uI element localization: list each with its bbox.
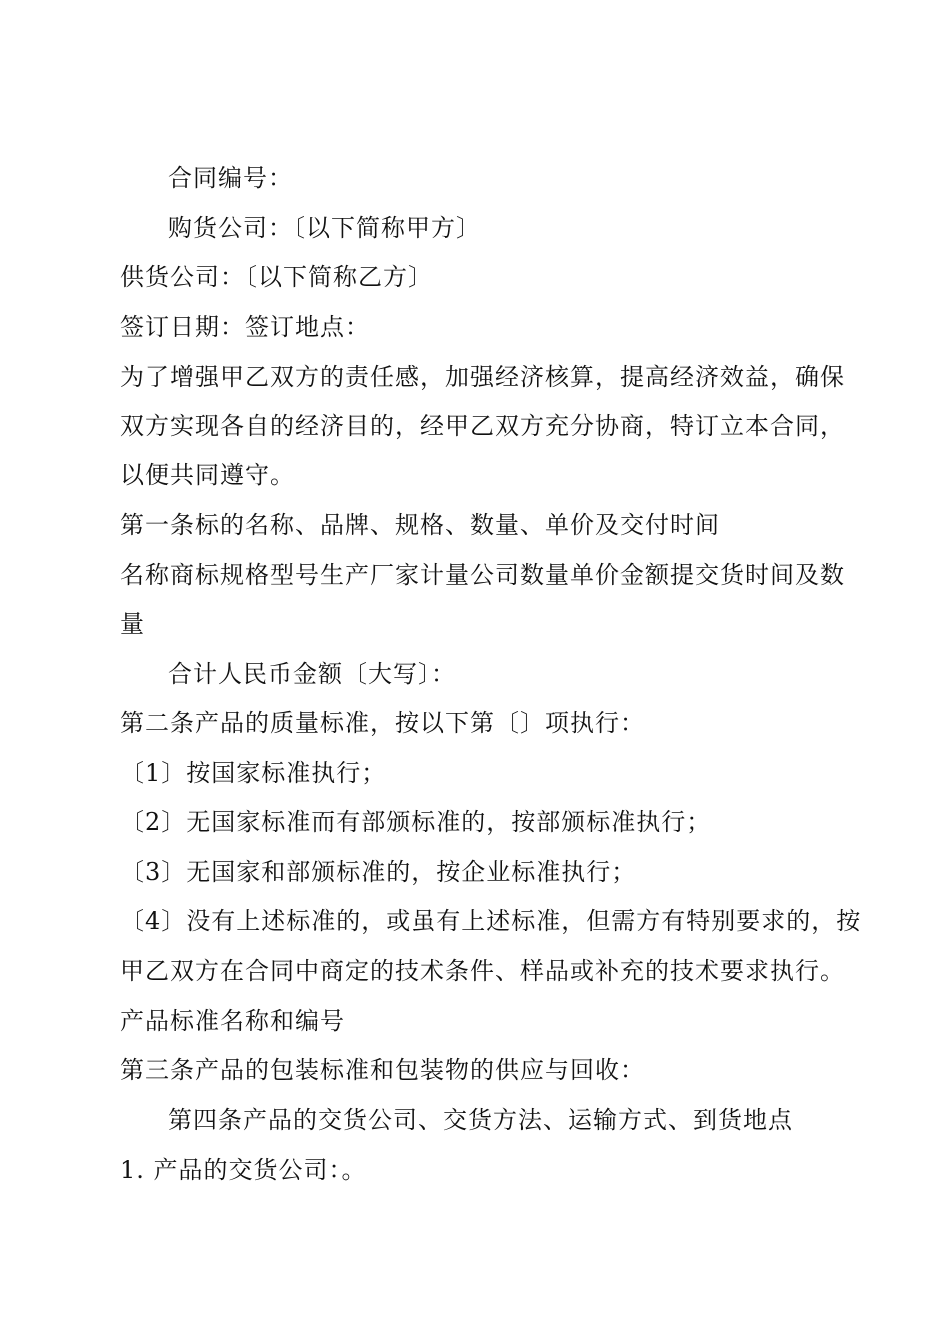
article-3-heading: 第三条产品的包装标准和包装物的供应与回收： xyxy=(120,1056,645,1084)
sign-date-line: 签订日期：签订地点： xyxy=(120,313,370,341)
article-1-columns-line-2: 量 xyxy=(120,610,145,638)
total-amount-line: 合计人民币金额〔大写〕： xyxy=(168,660,456,688)
article-2-heading: 第二条产品的质量标准，按以下第〔〕项执行： xyxy=(120,709,645,737)
purpose-paragraph-line-2: 双方实现各自的经济目的，经甲乙双方充分协商，特订立本合同， xyxy=(120,412,845,440)
buyer-line: 购货公司：〔以下简称甲方〕 xyxy=(168,214,481,242)
article-1-heading: 第一条标的名称、品牌、规格、数量、单价及交付时间 xyxy=(120,511,720,539)
contract-number-line: 合同编号： xyxy=(168,164,293,192)
quality-item-1: 〔1〕按国家标准执行； xyxy=(120,759,387,787)
quality-item-4-line-1: 〔4〕没有上述标准的，或虽有上述标准，但需方有特别要求的，按 xyxy=(120,907,862,935)
supplier-line: 供货公司：〔以下简称乙方〕 xyxy=(120,263,433,291)
quality-item-3: 〔3〕无国家和部颁标准的，按企业标准执行； xyxy=(120,858,637,886)
quality-item-2: 〔2〕无国家标准而有部颁标准的，按部颁标准执行； xyxy=(120,808,712,836)
quality-item-4-line-2: 甲乙双方在合同中商定的技术条件、样品或补充的技术要求执行。 xyxy=(120,957,845,985)
purpose-paragraph-line-1: 为了增强甲乙双方的责任感，加强经济核算，提高经济效益，确保 xyxy=(120,363,845,391)
article-4-heading: 第四条产品的交货公司、交货方法、运输方式、到货地点 xyxy=(168,1106,793,1134)
article-1-columns-line-1: 名称商标规格型号生产厂家计量公司数量单价金额提交货时间及数 xyxy=(120,561,845,589)
purpose-paragraph-line-3: 以便共同遵守。 xyxy=(120,461,295,489)
delivery-item-1: 1. 产品的交货公司：。 xyxy=(120,1156,367,1184)
product-standard-line: 产品标准名称和编号 xyxy=(120,1007,345,1035)
